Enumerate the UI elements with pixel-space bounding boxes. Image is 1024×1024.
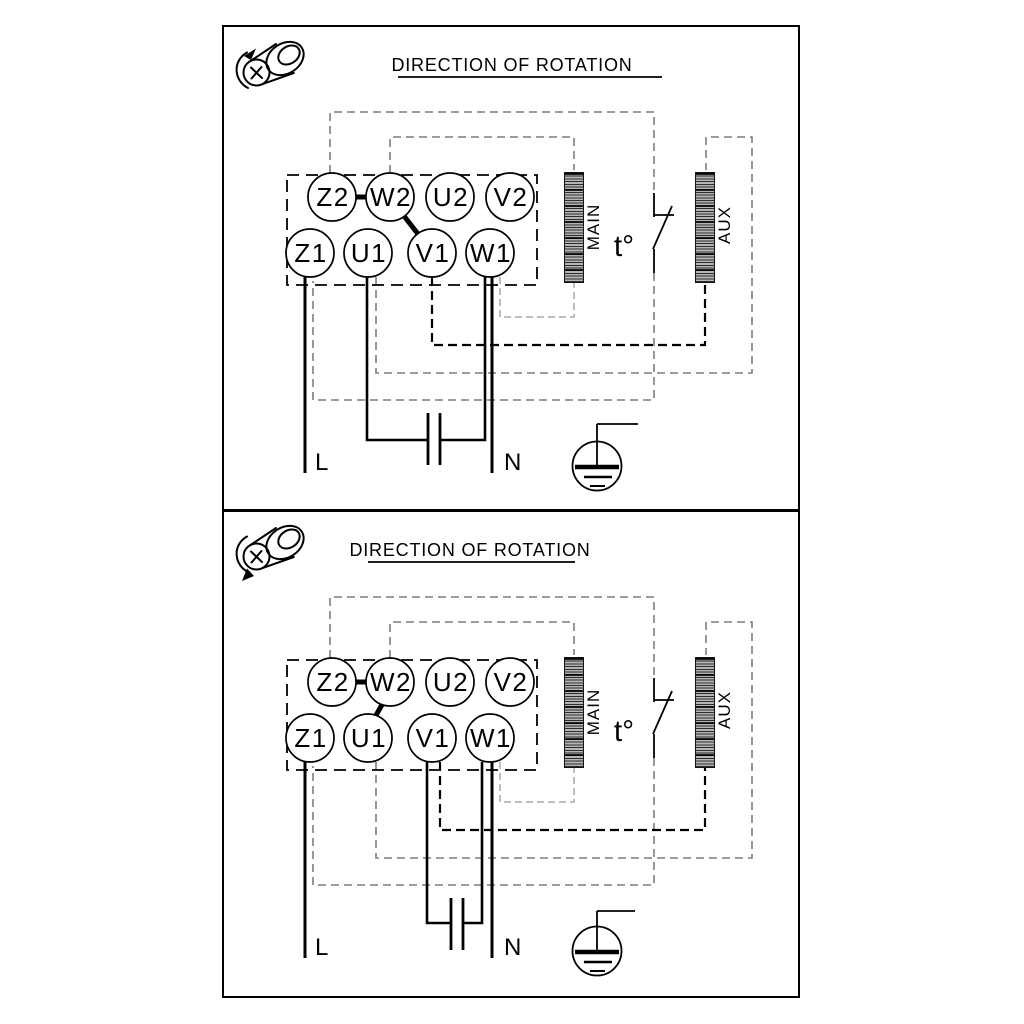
wire-w2-to-main-top	[390, 137, 574, 173]
neutral-label: N	[504, 449, 522, 476]
panel-title: DIRECTION OF ROTATION	[349, 540, 591, 560]
thermal-switch	[653, 678, 674, 758]
aux-winding	[695, 657, 715, 768]
terminal-V2-label: V2	[493, 667, 529, 697]
wire-v1-to-aux-bottom	[432, 277, 705, 345]
neutral-label: N	[504, 934, 522, 961]
capacitor-feed-wire	[427, 762, 451, 923]
capacitor-return-wire	[463, 762, 482, 923]
live-label: L	[315, 449, 329, 476]
terminal-U2-label: U2	[432, 667, 470, 697]
terminal-Z2-label: Z2	[316, 182, 350, 212]
wire-thermal-to-z1	[313, 273, 654, 400]
thermal-switch-label: t°	[613, 230, 635, 263]
capacitor	[427, 762, 482, 950]
terminal-Z1-label: Z1	[294, 238, 328, 268]
live-label: L	[315, 934, 329, 961]
thermal-switch-label: t°	[613, 715, 635, 748]
wire-w2-to-main-top	[390, 622, 574, 658]
wire-v1-to-aux-bottom	[440, 762, 705, 830]
link-w2-v1	[404, 216, 418, 234]
terminal-W2-label: W2	[370, 182, 412, 212]
rotation-icon	[237, 35, 310, 88]
capacitor	[367, 277, 485, 465]
earth-ground-icon	[573, 424, 639, 491]
aux-winding-label: AUX	[715, 206, 734, 244]
terminal-strip	[286, 658, 534, 762]
aux-winding	[695, 172, 715, 283]
terminal-W2-label: W2	[370, 667, 412, 697]
main-winding-label: MAIN	[584, 203, 603, 251]
terminal-V1-label: V1	[415, 238, 451, 268]
thermal-switch	[653, 193, 674, 273]
main-winding-label: MAIN	[584, 688, 603, 736]
panel-title: DIRECTION OF ROTATION	[391, 55, 633, 75]
wire-thermal-to-z1	[313, 758, 654, 885]
wiring-panel-2	[222, 510, 800, 998]
terminal-W1-label: W1	[470, 723, 512, 753]
terminal-Z1-label: Z1	[294, 723, 328, 753]
rotation-arrow	[237, 537, 248, 573]
rotation-arrow	[237, 53, 248, 89]
wiring-panel-1	[222, 25, 800, 511]
wire-w1-to-main-bottom	[500, 277, 574, 317]
earth-ground-icon	[573, 911, 636, 976]
terminal-V1-label: V1	[415, 723, 451, 753]
terminal-V2-label: V2	[493, 182, 529, 212]
terminal-U1-label: U1	[350, 238, 388, 268]
main-winding	[564, 657, 584, 768]
terminal-U2-label: U2	[432, 182, 470, 212]
main-winding	[564, 172, 584, 283]
terminal-W1-label: W1	[470, 238, 512, 268]
wire-w1-to-main-bottom	[500, 762, 574, 802]
capacitor-return-wire	[440, 277, 485, 440]
aux-winding-label: AUX	[715, 691, 734, 729]
rotation-icon	[237, 519, 310, 581]
terminal-U1-label: U1	[350, 723, 388, 753]
terminal-Z2-label: Z2	[316, 667, 350, 697]
